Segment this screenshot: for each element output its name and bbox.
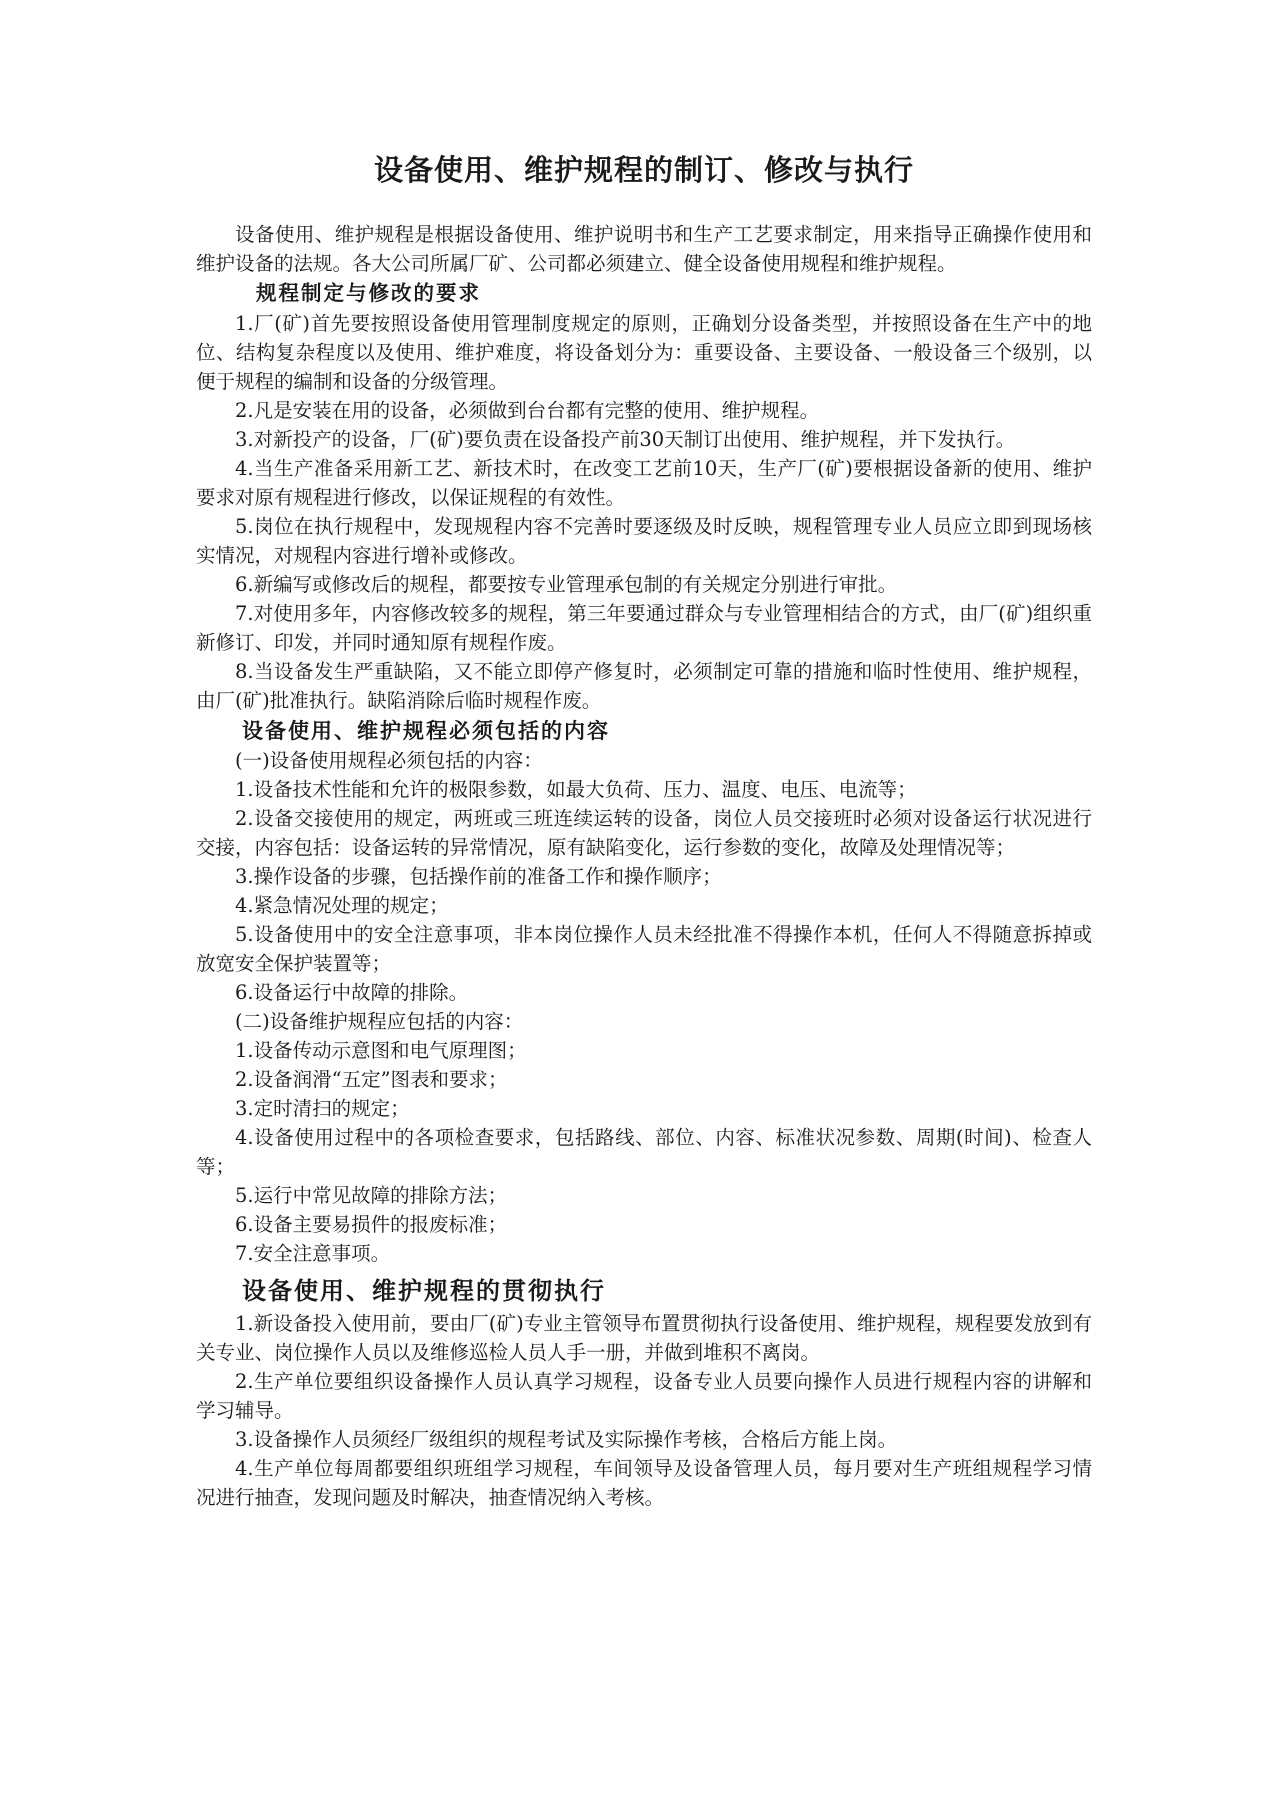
document-page (196, 150, 1092, 1512)
requirement-item: 3.对新投产的设备，厂(矿)要负责在设备投产前30天制订出使用、维护规程，并下发执行。 (235, 428, 1016, 451)
section-heading-contents: 设备使用、维护规程必须包括的内容 (242, 718, 610, 743)
maintenance-item: 7.安全注意事项。 (235, 1242, 391, 1265)
usage-item: 2.设备交接使用的规定，两班或三班连续运转的设备，岗位人员交接班时必须对设备运行状况进行交接，内容包括：设备运转的异常情况，原有缺陷变化，运行参数的变化，故障及处理情况等； (196, 807, 1092, 859)
requirement-item: 7.对使用多年，内容修改较多的规程，第三年要通过群众与专业管理相结合的方式，由厂(矿)组织重新修订、印发，并同时通知原有规程作废。 (196, 602, 1092, 654)
implementation-item: 3.设备操作人员须经厂级组织的规程考试及实际操作考核，合格后方能上岗。 (235, 1428, 898, 1451)
maintenance-item: 6.设备主要易损件的报废标准； (235, 1213, 508, 1236)
maintenance-item: 3.定时清扫的规定； (235, 1097, 410, 1120)
maintenance-item: 2.设备润滑“五定”图表和要求； (235, 1068, 508, 1091)
usage-item: 5.设备使用中的安全注意事项，非本岗位操作人员未经批准不得操作本机，任何人不得随意拆掉或放宽安全保护装置等； (196, 923, 1092, 975)
subsection-title-usage: (一)设备使用规程必须包括的内容： (235, 749, 543, 772)
usage-item: 3.操作设备的步骤，包括操作前的准备工作和操作顺序； (235, 865, 722, 888)
maintenance-item: 5.运行中常见故障的排除方法； (235, 1184, 508, 1207)
usage-item: 6.设备运行中故障的排除。 (235, 981, 469, 1004)
intro-paragraph: 设备使用、维护规程是根据设备使用、维护说明书和生产工艺要求制定，用来指导正确操作使用和维护设备的法规。各大公司所属厂矿、公司都必须建立、健全设备使用规程和维护规程。 (196, 223, 1092, 275)
usage-item: 4.紧急情况处理的规定； (235, 894, 449, 917)
section-heading-implementation: 设备使用、维护规程的贯彻执行 (242, 1276, 606, 1305)
requirement-item: 4.当生产准备采用新工艺、新技术时，在改变工艺前10天，生产厂(矿)要根据设备新的使用、维护要求对原有规程进行修改，以保证规程的有效性。 (196, 457, 1092, 509)
requirement-item: 2.凡是安装在用的设备，必须做到台台都有完整的使用、维护规程。 (235, 399, 820, 422)
usage-item: 1.设备技术性能和允许的极限参数，如最大负荷、压力、温度、电压、电流等； (235, 778, 917, 801)
requirement-item: 1.厂(矿)首先要按照设备使用管理制度规定的原则，正确划分设备类型，并按照设备在生产中的地位、结构复杂程度以及使用、维护难度，将设备划分为：重要设备、主要设备、一般设备三个级别，以便于规程的编制和设备的分级管理。 (196, 312, 1092, 393)
requirement-item: 6.新编写或修改后的规程，都要按专业管理承包制的有关规定分别进行审批。 (235, 573, 898, 596)
implementation-item: 1.新设备投入使用前，要由厂(矿)专业主管领导布置贯彻执行设备使用、维护规程，规程要发放到有关专业、岗位操作人员以及维修巡检人员人手一册，并做到堆积不离岗。 (196, 1312, 1092, 1364)
requirement-item: 5.岗位在执行规程中，发现规程内容不完善时要逐级及时反映，规程管理专业人员应立即到现场核实情况，对规程内容进行增补或修改。 (196, 515, 1092, 567)
maintenance-item: 4.设备使用过程中的各项检查要求，包括路线、部位、内容、标准状况参数、周期(时间)、检查人等； (196, 1126, 1092, 1178)
implementation-item: 2.生产单位要组织设备操作人员认真学习规程，设备专业人员要向操作人员进行规程内容的讲解和学习辅导。 (196, 1370, 1092, 1422)
implementation-item: 4.生产单位每周都要组织班组学习规程，车间领导及设备管理人员，每月要对生产班组规程学习情况进行抽查，发现问题及时解决，抽查情况纳入考核。 (196, 1457, 1092, 1509)
subsection-title-maintenance: (二)设备维护规程应包括的内容： (235, 1010, 524, 1033)
maintenance-item: 1.设备传动示意图和电气原理图； (235, 1039, 527, 1062)
section-heading-requirements: 规程制定与修改的要求 (256, 281, 481, 305)
document-title: 设备使用、维护规程的制订、修改与执行 (373, 153, 914, 187)
requirement-item: 8.当设备发生严重缺陷，又不能立即停产修复时，必须制定可靠的措施和临时性使用、维护规程，由厂(矿)批准执行。缺陷消除后临时规程作废。 (196, 660, 1092, 712)
